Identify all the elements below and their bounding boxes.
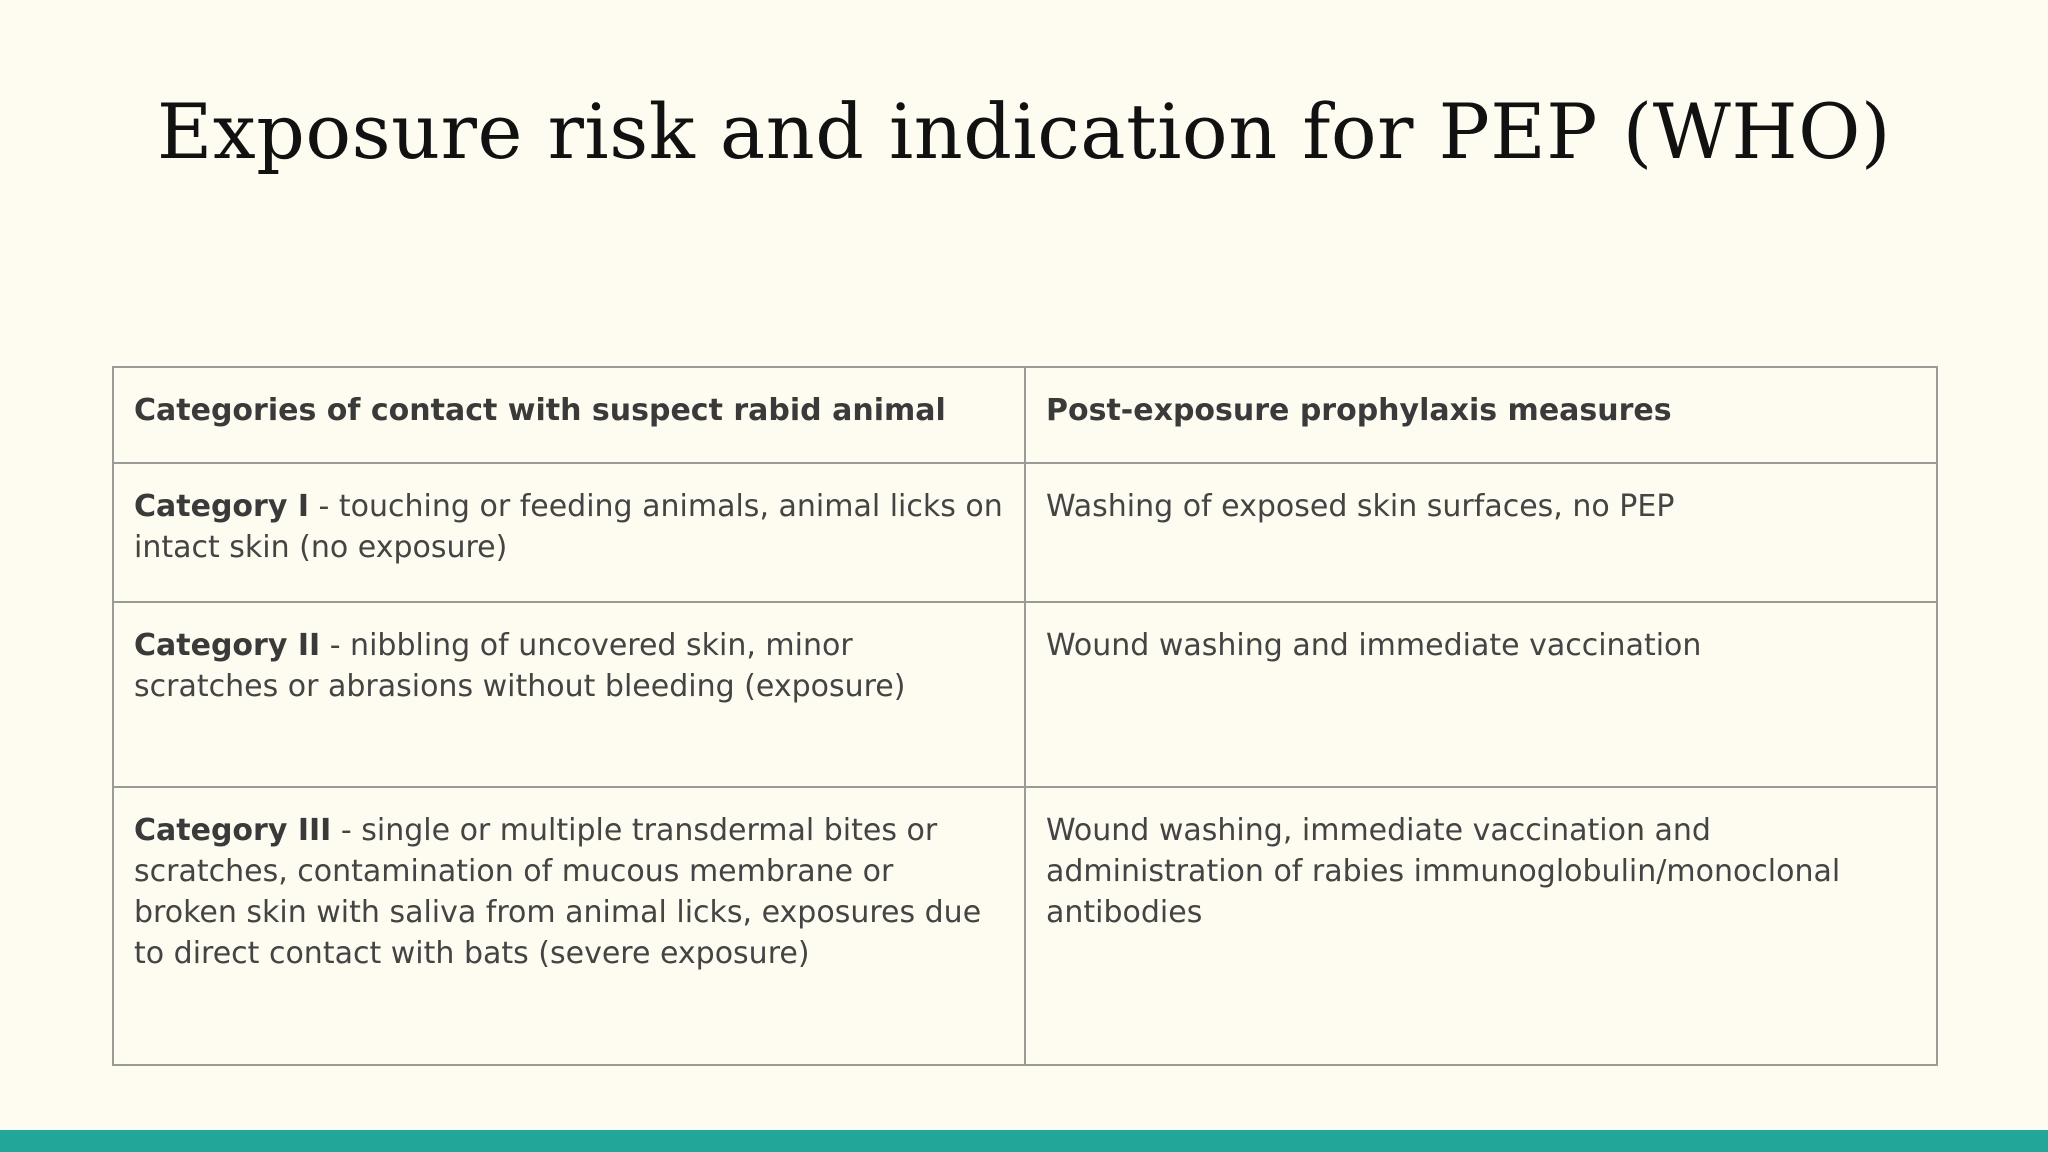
category-description: - nibbling of uncovered skin, minor scratches or abrasions without bleeding (exposure) <box>134 628 906 704</box>
table-row <box>113 463 1937 602</box>
header-pep-measures: Post-exposure prophylaxis measures <box>1025 367 1937 463</box>
category-name: Category II <box>134 628 321 663</box>
category-cell <box>113 787 1025 1065</box>
category-name: Category III <box>134 813 332 848</box>
slide-title: Exposure risk and indication for PEP (WHO) <box>156 87 1892 176</box>
category-description: - single or multiple transdermal bites or scratches, contamination of mucous membrane or broken skin with saliva from animal licks, exposures due to direct contact with bats (severe exposure) <box>134 813 982 971</box>
table-row <box>113 602 1937 787</box>
category-cell <box>113 602 1025 787</box>
table-row <box>113 787 1937 1065</box>
category-description: - touching or feeding animals, animal licks on intact skin (no exposure) <box>134 489 1003 565</box>
category-name: Category I <box>134 489 309 524</box>
measures-cell: Wound washing, immediate vaccination and administration of rabies immunoglobulin/monoclonal antibodies <box>1025 787 1937 1065</box>
header-contact-categories: Categories of contact with suspect rabid animal <box>113 367 1025 463</box>
category-cell <box>113 463 1025 602</box>
exposure-risk-table <box>112 366 1938 1066</box>
measures-cell: Washing of exposed skin surfaces, no PEP <box>1025 463 1937 602</box>
footer-accent-bar <box>0 1130 2048 1152</box>
measures-cell: Wound washing and immediate vaccination <box>1025 602 1937 787</box>
table-header-row <box>113 367 1937 463</box>
